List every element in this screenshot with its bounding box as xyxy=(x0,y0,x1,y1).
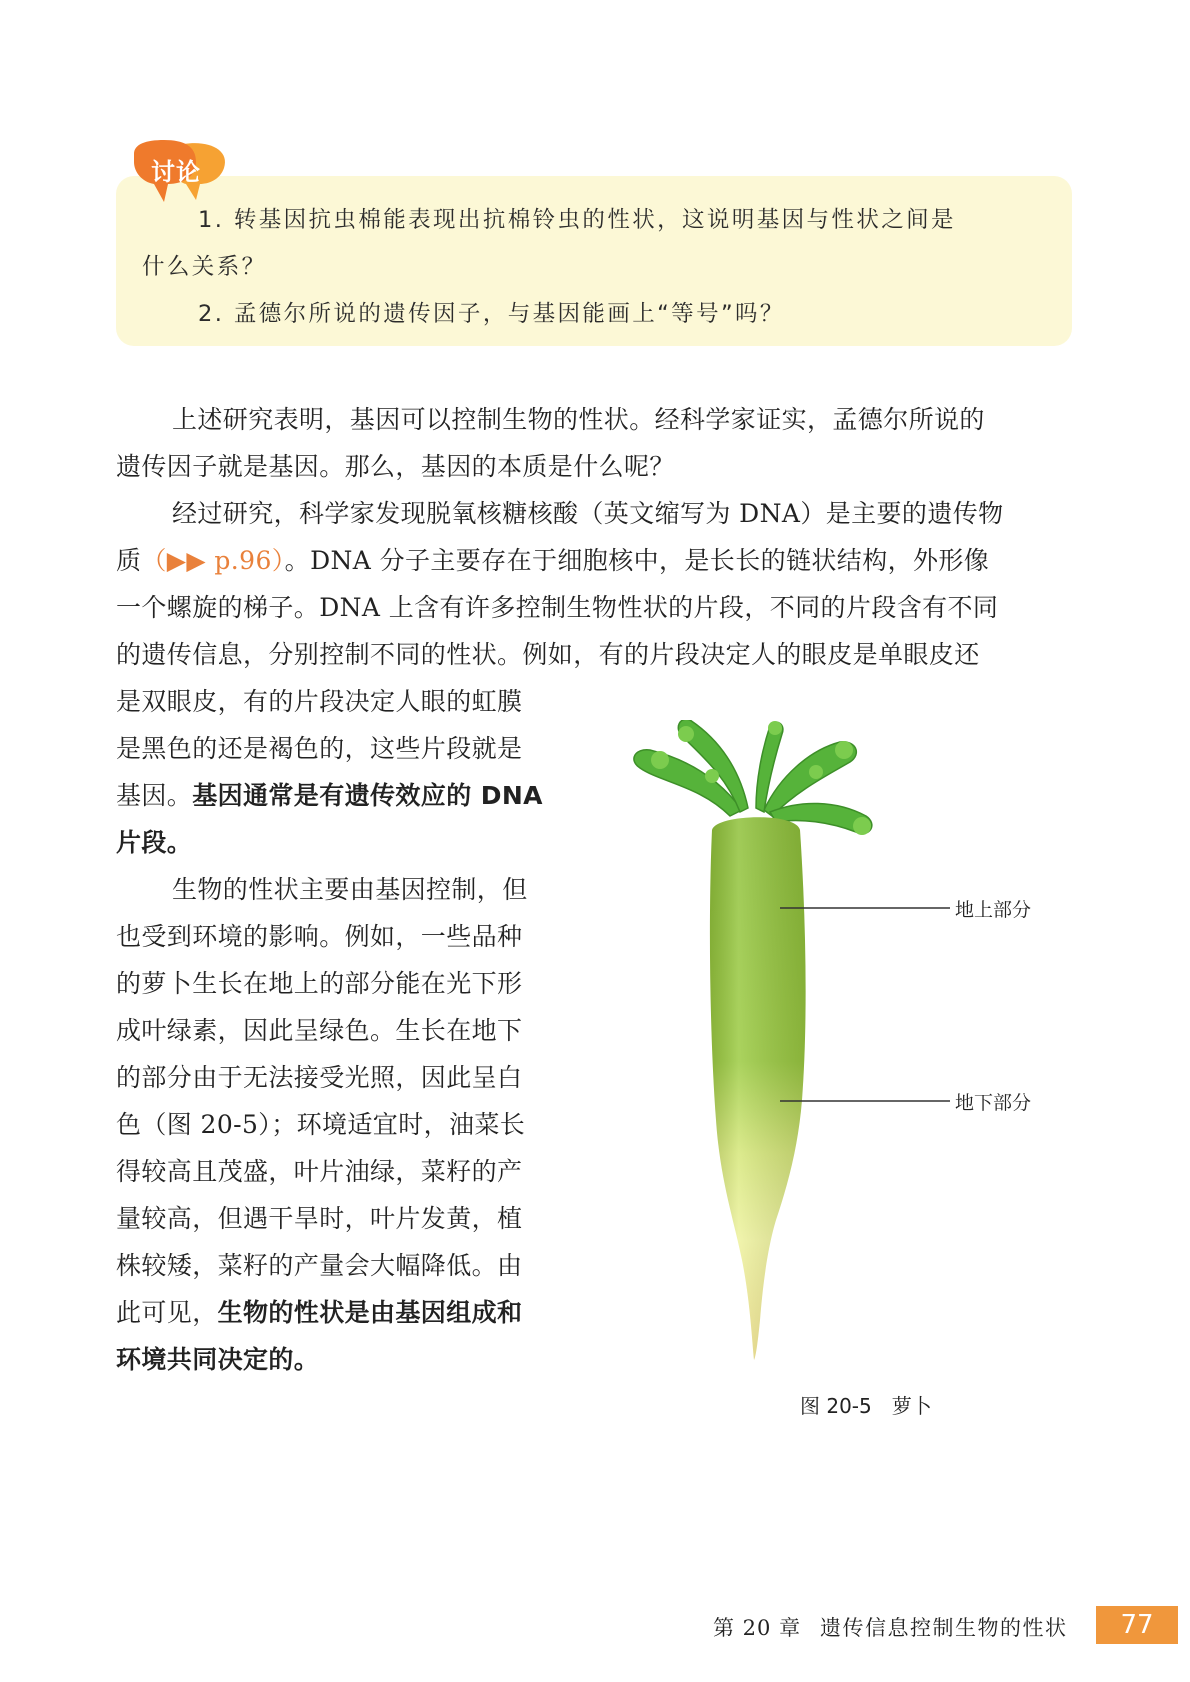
body-line: 一个螺旋的梯子。DNA 上含有许多控制生物性状的片段，不同的片段含有不同 xyxy=(116,593,999,622)
footer-chapter: 第 20 章 xyxy=(713,1616,802,1640)
body-line: 遗传因子就是基因。那么，基因的本质是什么呢？ xyxy=(116,452,675,481)
key-concept-text: 基因通常是有遗传效应的 DNA xyxy=(192,781,543,810)
body-line: 的遗传信息，分别控制不同的性状。例如，有的片段决定人的眼皮是单眼皮还 xyxy=(116,640,980,669)
body-line xyxy=(116,772,543,819)
body-line: 是双眼皮，有的片段决定人眼的虹膜 xyxy=(116,687,523,716)
body-line: 株较矮，菜籽的产量会大幅降低。由 xyxy=(116,1251,523,1280)
key-concept-text: 环境共同决定的。 xyxy=(116,1345,320,1374)
body-text: 基因。 xyxy=(116,781,193,810)
page-number: 77 xyxy=(1096,1606,1178,1644)
key-concept-text: 片段。 xyxy=(116,828,193,857)
body-line xyxy=(116,1289,522,1336)
body-line: 色（图 20-5）；环境适宜时，油菜长 xyxy=(116,1110,526,1139)
body-line: 经过研究，科学家发现脱氧核糖核酸（英文缩写为 DNA）是主要的遗传物 xyxy=(172,499,1004,528)
discussion-badge-label: 讨论 xyxy=(151,158,201,186)
body-line xyxy=(116,537,989,584)
body-line: 也受到环境的影响。例如，一些品种 xyxy=(116,922,523,951)
discussion-question-2: 2. 孟德尔所说的遗传因子，与基因能画上“等号”吗？ xyxy=(198,301,785,327)
body-line: 是黑色的还是褐色的，这些片段就是 xyxy=(116,734,523,763)
footer-chapter-title: 遗传信息控制生物的性状 xyxy=(820,1616,1068,1640)
radish-leaves xyxy=(634,720,872,833)
body-line: 成叶绿素，因此呈绿色。生长在地下 xyxy=(116,1016,523,1045)
figure-caption: 图 20-5 萝卜 xyxy=(800,1394,932,1418)
discussion-question-1-line-2: 什么关系？ xyxy=(142,254,267,280)
label-below-ground: 地下部分 xyxy=(955,1092,1032,1114)
body-line: 得较高且茂盛，叶片油绿，菜籽的产 xyxy=(116,1157,523,1186)
body-line: 量较高，但遇干旱时，叶片发黄，植 xyxy=(116,1204,523,1233)
body-text: 。DNA 分子主要存在于细胞核中，是长长的链状结构，外形像 xyxy=(284,546,990,575)
body-line: 上述研究表明，基因可以控制生物的性状。经科学家证实，孟德尔所说的 xyxy=(172,405,985,434)
key-concept-text: 生物的性状是由基因组成和 xyxy=(217,1298,523,1327)
label-above-ground: 地上部分 xyxy=(955,899,1032,921)
body-text: 此可见， xyxy=(116,1298,218,1327)
body-text: 质 xyxy=(116,546,142,575)
body-line: 生物的性状主要由基因控制，但 xyxy=(172,875,528,904)
callout-lines xyxy=(780,905,950,1105)
discussion-question-1-line-1: 1. 转基因抗虫棉能表现出抗棉铃虫的性状，这说明基因与性状之间是 xyxy=(198,207,956,233)
page-reference-link[interactable]: （▶▶ p.96） xyxy=(141,546,285,575)
body-line: 的萝卜生长在地上的部分能在光下形 xyxy=(116,969,523,998)
body-line: 的部分由于无法接受光照，因此呈白 xyxy=(116,1063,523,1092)
